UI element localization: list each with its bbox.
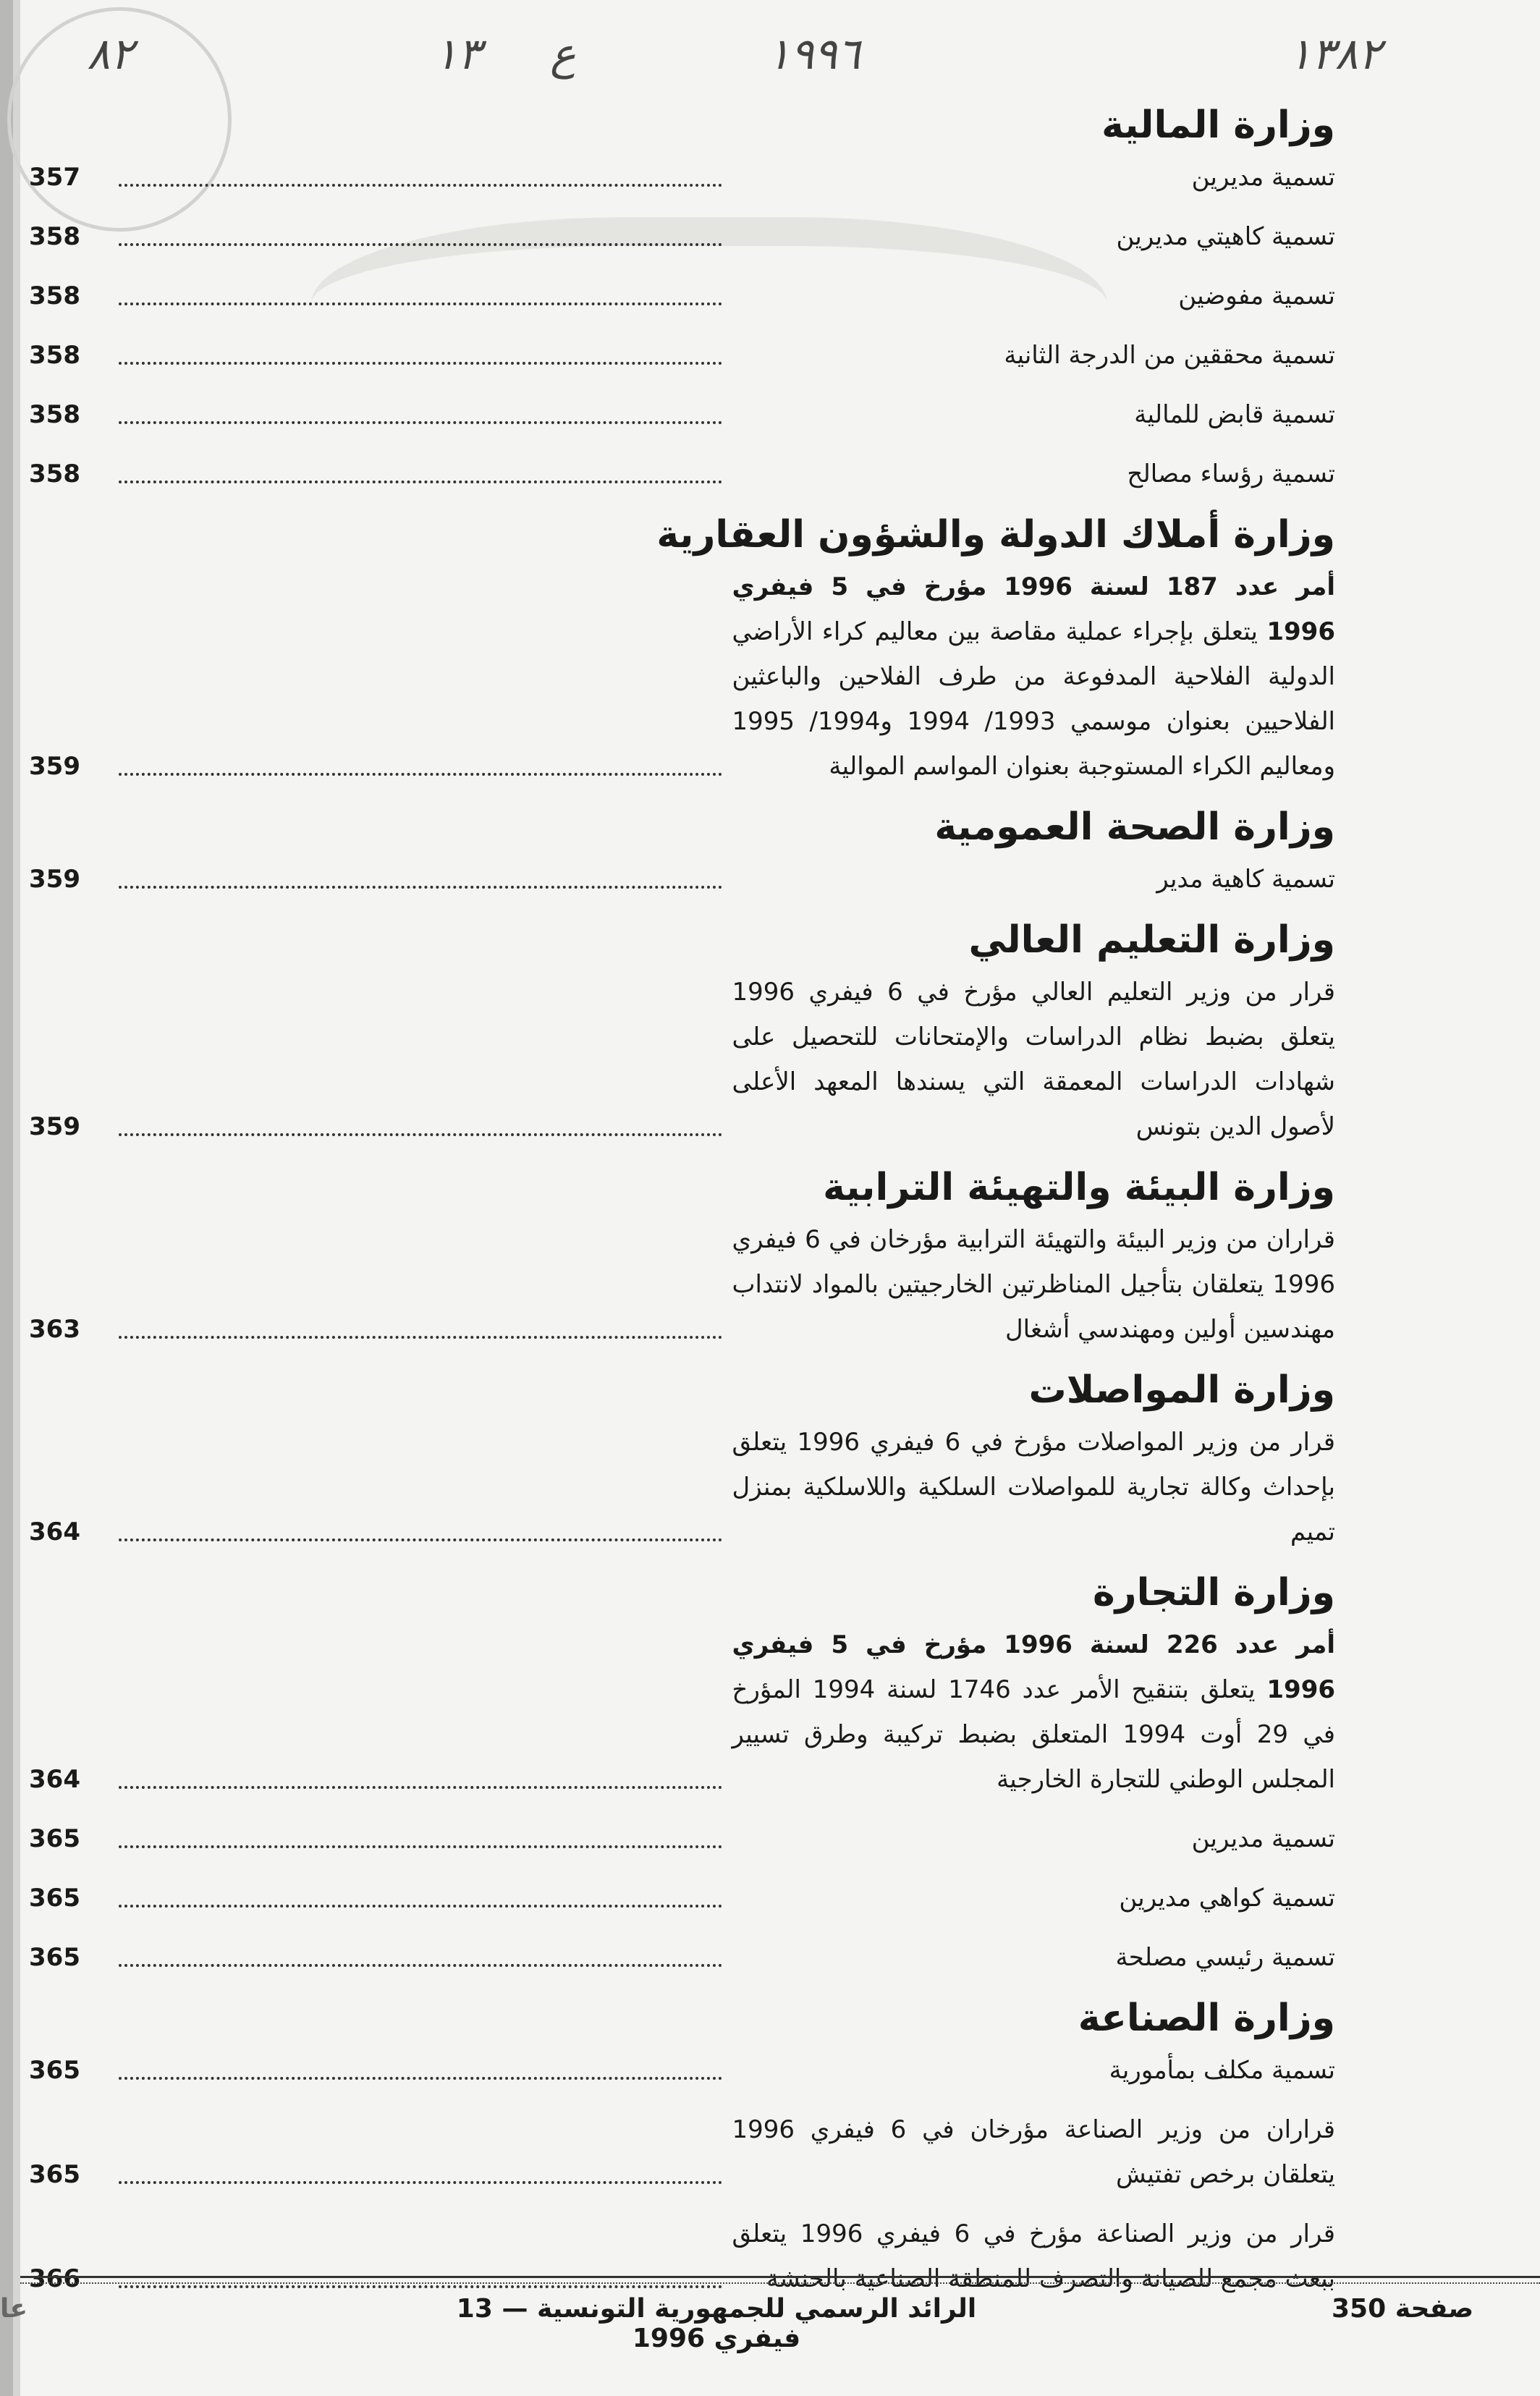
footer-page-number: صفحة 350 [1332, 2294, 1474, 2324]
dot-leader [119, 243, 722, 246]
page-edge [0, 0, 13, 2396]
entry-description: قرار من وزير التعليم العالي مؤرخ في 6 فيفري 1996 يتعلق بضبط نظام الدراسات والإمتحانات للتحصيل على شهادات الدراسات المعمقة التي يسندها المعهد الأعلى لأصول الدين بتونس [732, 978, 1335, 1141]
toc-entry [29, 2107, 1335, 2197]
section-title: وزارة الصناعة [1078, 1997, 1335, 2040]
entry-page-number: 365 [29, 2056, 80, 2085]
entry-text [732, 1816, 1336, 1861]
entry-description: قرار من وزير الصناعة مؤرخ في 6 فيفري 1996 يتعلق ببعث مجمع للصيانة والتصرف للمنطقة الصناعية بالحنشة [732, 2219, 1335, 2293]
note-3: ع [550, 29, 576, 80]
dot-leader [119, 1133, 722, 1136]
toc-entry [29, 2048, 1335, 2093]
section-title: وزارة التعليم العالي [968, 918, 1335, 962]
entry-description: يتعلق بتنقيح الأمر عدد 1746 لسنة 1994 المؤرخ في 29 أوت 1994 المتعلق بضبط تركيبة وطرق تسيير المجلس الوطني للتجارة الخارجية [732, 1675, 1336, 1794]
toc-entry [29, 1935, 1335, 1980]
entry-page-number: 357 [29, 163, 80, 192]
entry-text [732, 1935, 1336, 1980]
entry-text [732, 2048, 1336, 2093]
dot-leader [119, 1964, 722, 1967]
entry-page-number: 358 [29, 400, 80, 429]
section-title: وزارة البيئة والتهيئة الترابية [823, 1166, 1335, 1209]
toc-entry [29, 1876, 1335, 1921]
entry-lead: أمر عدد 187 لسنة 1996 مؤرخ في 5 فيفري 1996 [732, 572, 1336, 646]
footer-cut-text: عا [0, 2294, 28, 2324]
entry-text [732, 452, 1336, 496]
toc-entry [29, 970, 1335, 1149]
toc-entry [29, 2211, 1335, 2301]
entry-page-number: 359 [29, 865, 80, 894]
entry-page-number: 365 [29, 2160, 80, 2189]
toc-entry [29, 392, 1335, 437]
entry-description: تسمية مكلف بمأمورية [1109, 2056, 1335, 2085]
table-of-contents [29, 101, 1335, 2316]
footer-publication: الرائد الرسمي للجمهورية التونسية — 13 فيفري 1996 [456, 2294, 977, 2353]
dot-leader [119, 2285, 722, 2288]
note-4: ١٩٩٦ [767, 29, 860, 80]
dot-leader [119, 184, 722, 187]
section-title: وزارة المالية [1101, 103, 1335, 147]
entry-text [732, 274, 1336, 318]
handwritten-notes [0, 29, 1540, 109]
dot-leader [119, 773, 722, 776]
entry-lead: أمر عدد 226 لسنة 1996 مؤرخ في 5 فيفري 1996 [732, 1630, 1336, 1704]
toc-entry [29, 1217, 1335, 1352]
dot-leader [119, 2181, 722, 2184]
entry-description: تسمية مفوضين [1178, 281, 1335, 310]
dot-leader [119, 1905, 722, 1908]
toc-entry [29, 452, 1335, 496]
toc-entry [29, 214, 1335, 259]
entry-description: قرار من وزير المواصلات مؤرخ في 6 فيفري 1996 يتعلق بإحداث وكالة تجارية للمواصلات السلكية واللاسلكية بمنزل تميم [732, 1428, 1336, 1546]
footer-rule [20, 2276, 1540, 2284]
entry-description: قراران من وزير الصناعة مؤرخان في 6 فيفري 1996 يتعلقان برخص تفتيش [732, 2115, 1335, 2189]
dot-leader [119, 2077, 722, 2080]
entry-description: قراران من وزير البيئة والتهيئة الترابية مؤرخان في 6 فيفري 1996 يتعلقان بتأجيل المناظرتين الخارجيتين بالمواد لانتداب مهندسين أولين ومهندسي أشغال [732, 1225, 1335, 1344]
entry-description: تسمية رؤساء مصالح [1127, 460, 1335, 488]
entry-page-number: 364 [29, 1517, 80, 1546]
entry-text [732, 1622, 1336, 1802]
entry-page-number: 365 [29, 1824, 80, 1853]
note-5: ١٣٨٢ [1288, 29, 1382, 80]
page-edge-shadow [13, 0, 20, 2396]
entry-text [732, 1876, 1336, 1921]
entry-page-number: 358 [29, 222, 80, 251]
toc-entry [29, 1420, 1335, 1554]
dot-leader [119, 1336, 722, 1339]
entry-description: تسمية كاهيتي مديرين [1116, 222, 1335, 251]
toc-entry [29, 274, 1335, 318]
entry-page-number: 364 [29, 1765, 80, 1794]
entry-page-number: 359 [29, 1112, 80, 1141]
entry-page-number: 363 [29, 1315, 80, 1344]
entry-text [732, 333, 1336, 378]
entry-text [732, 155, 1336, 200]
note-2: ١٣ [434, 29, 481, 80]
entry-text [732, 214, 1336, 259]
entry-page-number: 358 [29, 341, 80, 370]
entry-description: تسمية كاهية مدير [1156, 865, 1335, 894]
entry-page-number: 365 [29, 1884, 80, 1913]
toc-entry [29, 155, 1335, 200]
entry-text [732, 392, 1336, 437]
entry-text [732, 857, 1336, 902]
dot-leader [119, 1845, 722, 1848]
entry-description: تسمية مديرين [1191, 1824, 1335, 1853]
toc-entry [29, 564, 1335, 789]
entry-page-number: 366 [29, 2264, 80, 2293]
entry-text [732, 1217, 1336, 1352]
entry-text [732, 970, 1336, 1149]
entry-page-number: 359 [29, 752, 80, 781]
entry-page-number: 358 [29, 281, 80, 310]
entry-description: يتعلق بإجراء عملية مقاصة بين معاليم كراء الأراضي الدولية الفلاحية المدفوعة من طرف الفلاحين والباعثين الفلاحيين بعنوان موسمي 1993/ 1994 و1994/ 1995 ومعاليم الكراء المستوجبة بعنوان المواسم الموالية [732, 617, 1336, 781]
dot-leader [119, 362, 722, 365]
entry-description: تسمية قابض للمالية [1134, 400, 1335, 429]
entry-text [732, 1420, 1336, 1554]
entry-description: تسمية محققين من الدرجة الثانية [1004, 341, 1335, 370]
entry-description: تسمية مديرين [1191, 163, 1335, 192]
dot-leader [119, 886, 722, 889]
dot-leader [119, 1786, 722, 1789]
entry-page-number: 358 [29, 460, 80, 488]
dot-leader [119, 481, 722, 483]
section-title: وزارة أملاك الدولة والشؤون العقارية [656, 513, 1335, 556]
section-title: وزارة المواصلات [1028, 1368, 1335, 1412]
dot-leader [119, 421, 722, 424]
note-1: ٨٢ [87, 29, 134, 80]
toc-entry [29, 1622, 1335, 1802]
section-title: وزارة التجارة [1092, 1571, 1335, 1614]
entry-text [732, 2211, 1336, 2301]
entry-text [732, 564, 1336, 789]
entry-page-number: 365 [29, 1943, 80, 1972]
entry-description: تسمية رئيسي مصلحة [1115, 1943, 1335, 1972]
entry-text [732, 2107, 1336, 2197]
dot-leader [119, 302, 722, 305]
toc-entry [29, 857, 1335, 902]
dot-leader [119, 1538, 722, 1541]
page-footer [0, 2294, 1540, 2352]
entry-description: تسمية كواهي مديرين [1119, 1884, 1335, 1913]
toc-entry [29, 1816, 1335, 1861]
toc-entry [29, 333, 1335, 378]
section-title: وزارة الصحة العمومية [934, 805, 1335, 849]
